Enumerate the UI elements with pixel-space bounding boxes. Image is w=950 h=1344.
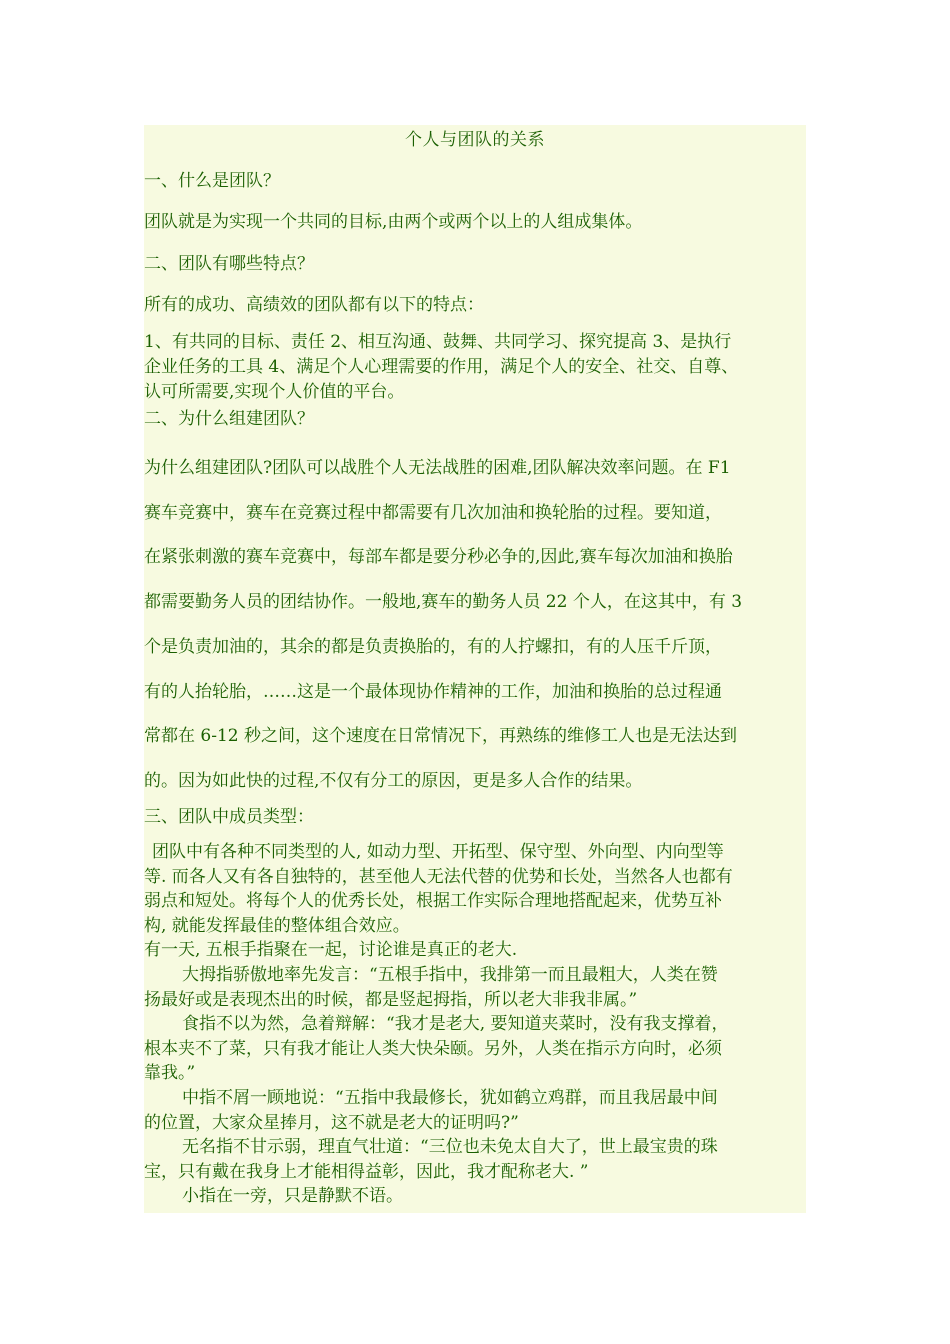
paragraph-line: 无名指不甘示弱，理直气壮道：“三位也未免太自大了，世上最宝贵的珠	[182, 1137, 718, 1158]
paragraph-line: 有一天, 五根手指聚在一起，讨论谁是真正的老大.	[144, 940, 518, 961]
paragraph-line: 根本夹不了菜，只有我才能让人类大快朵颐。另外，人类在指示方向时，必须	[144, 1038, 722, 1059]
point-line: 1、有共同的目标、责任 2、相互沟通、鼓舞、共同学习、探究提高 3、是执行	[144, 332, 732, 352]
point-line: 企业任务的工具 4、满足个人心理需要的作用，满足个人的安全、社交、自尊、	[144, 357, 739, 377]
paragraph-line: 的位置，大家众星捧月，这不就是老大的证明吗?”	[144, 1112, 519, 1133]
paragraph-line: 赛车竞赛中，赛车在竞赛过程中都需要有几次加油和换轮胎的过程。要知道，	[144, 502, 722, 523]
paragraph-line: 靠我。”	[144, 1063, 196, 1084]
document-page	[144, 125, 806, 1213]
section-1-body: 团队就是为实现一个共同的目标,由两个或两个以上的人组成集体。	[144, 212, 643, 232]
paragraph-line: 弱点和短处。将每个人的优秀长处，根据工作实际合理地搭配起来，优势互补	[144, 891, 722, 912]
paragraph-line: 等. 而各人又有各自独特的，甚至他人无法代替的优势和长处，当然各人也都有	[144, 866, 733, 887]
paragraph-line: 小指在一旁，只是静默不语。	[182, 1186, 403, 1207]
paragraph-line: 大拇指骄傲地率先发言：“五根手指中，我排第一而且最粗大，人类在赞	[182, 964, 718, 985]
paragraph-line: 个是负责加油的，其余的都是负责换胎的，有的人拧螺扣，有的人压千斤顶，	[144, 636, 722, 657]
section-4-heading: 三、团队中成员类型：	[144, 807, 314, 827]
paragraph-line: 构, 就能发挥最佳的整体组合效应。	[144, 915, 410, 936]
section-2-intro: 所有的成功、高绩效的团队都有以下的特点：	[144, 295, 484, 315]
paragraph-line: 食指不以为然，急着辩解：“我才是老大, 要知道夹菜时，没有我支撑着，	[182, 1014, 729, 1035]
paragraph-line: 的。因为如此快的过程,不仅有分工的原因，更是多人合作的结果。	[144, 770, 643, 791]
paragraph-line: 宝，只有戴在我身上才能相得益彰，因此，我才配称老大. ”	[144, 1161, 589, 1182]
paragraph-line: 为什么组建团队?团队可以战胜个人无法战胜的困难,团队解决效率问题。在 F1	[144, 458, 731, 478]
paragraph-line: 有的人抬轮胎，……这是一个最体现协作精神的工作，加油和换胎的总过程通	[144, 681, 722, 702]
paragraph-line: 在紧张刺激的赛车竞赛中，每部车都是要分秒必争的,因此,赛车每次加油和换胎	[144, 547, 733, 568]
paragraph-line: 团队中有各种不同类型的人, 如动力型、开拓型、保守型、外向型、内向型等	[152, 842, 724, 862]
section-2-heading: 二、团队有哪些特点？	[144, 254, 314, 274]
paragraph-line: 中指不屑一顾地说：“五指中我最修长，犹如鹤立鸡群，而且我居最中间	[182, 1087, 718, 1108]
section-4-body	[144, 840, 806, 1209]
section-3-body	[144, 446, 806, 804]
section-3-heading: 二、为什么组建团队？	[144, 409, 314, 429]
paragraph-line: 常都在 6-12 秒之间，这个速度在日常情况下，再熟练的维修工人也是无法达到	[144, 726, 737, 747]
document-title: 个人与团队的关系	[405, 130, 545, 150]
paragraph-line: 扬最好或是表现杰出的时候，都是竖起拇指，所以老大非我非属。”	[144, 989, 638, 1010]
paragraph-line: 都需要勤务人员的团结协作。一般地,赛车的勤务人员 22 个人，在这其中，有 3	[144, 592, 743, 613]
section-2-points	[144, 330, 806, 405]
section-1-heading: 一、什么是团队？	[144, 171, 280, 191]
point-line: 认可所需要,实现个人价值的平台。	[144, 382, 405, 402]
